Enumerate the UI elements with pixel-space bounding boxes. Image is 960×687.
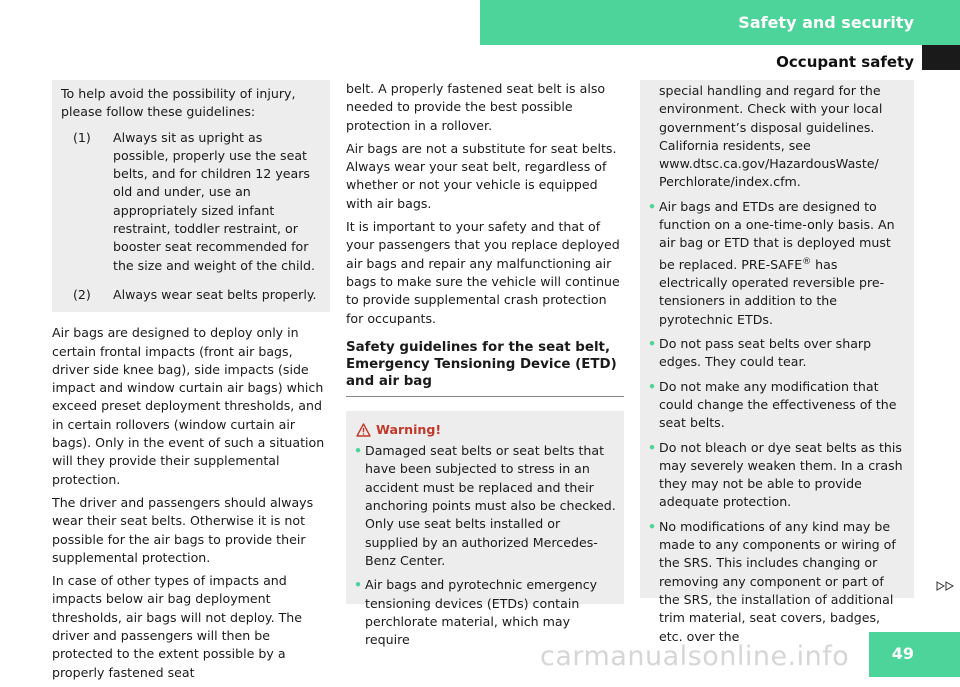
warning-bullet: [648, 378, 906, 433]
bullet-text: Do not pass seat belts over sharp edges. They could tear.: [659, 336, 872, 370]
bullet-text: Air bags and pyrotechnic emergency tensioning devices (ETDs) contain perchlorate material, which may require: [365, 577, 598, 648]
page-number-badge: [869, 632, 960, 677]
column-2: [346, 80, 624, 648]
warning-box-continued: [640, 80, 914, 644]
guideline-item: [61, 286, 321, 304]
warning-label: Warning!: [376, 421, 442, 437]
paragraph: Air bags are not a substitute for seat belts. Always wear your seat belt, regardless of whether or not your vehicle is equipped with air bags.: [346, 140, 617, 211]
guidelines-box: [52, 80, 330, 312]
bullet-dot-icon: •: [354, 577, 363, 593]
guideline-text: Always wear seat belts properly.: [113, 286, 317, 302]
paragraph: Air bags are designed to deploy only in certain frontal impacts (front air bags, driver side knee bag), side impacts (side impact and window curtain air bags) which exceed preset deployment thresholds, and in certain rollovers (window curtain air bags). Only in the event of such a situation will they provide their supplemental protection.: [52, 325, 325, 487]
warning-bullet: [648, 198, 906, 329]
section-header-tab: [480, 0, 960, 45]
guidelines-list: [61, 129, 321, 305]
continue-arrows-icon: [936, 576, 956, 595]
paragraph: belt. A properly fastened seat belt is also needed to provide the best possible protection in a rollover.: [346, 81, 606, 133]
bullet-text: Damaged seat belts or seat belts that have been subjected to stress in an accident must be replaced and their anchoring points must also be checked. Only use seat belts installed or supplied by an authorized Mercedes-Benz Center.: [365, 443, 616, 568]
column-1: [52, 80, 330, 687]
guideline-number: (2): [73, 286, 91, 302]
paragraph: It is important to your safety and that of your passengers that you replace deployed air bags and repair any malfunctioning air bags to make sure the vehicle will continue to provide supplemental crash protection for occupants.: [346, 219, 620, 326]
warning-bullet: [648, 518, 906, 646]
bullet-dot-icon: •: [648, 439, 657, 455]
registered-mark: ®: [802, 256, 812, 267]
warning-bullet: [354, 442, 616, 570]
guidelines-intro: To help avoid the possibility of injury, please follow these guidelines:: [61, 86, 296, 120]
bullet-dot-icon: •: [648, 336, 657, 352]
warning-triangle-icon: [356, 423, 371, 437]
continued-text: special handling and regard for the environment. Check with your local government’s disposal guidelines. California residents, see www.dtsc.ca.gov/HazardousWaste/ Perchlorate/index.cfm.: [659, 83, 883, 190]
paragraph: In case of other types of impacts and impacts below air bag deployment thresholds, air bags will not deploy. The driver and passengers will then be protected to the extent possible by a properly fastened seat: [52, 573, 302, 680]
airbag-text-b: has electrically operated reversible pre-tensioners in addition to the pyrotechnic ETDs.: [659, 256, 885, 327]
bullet-text: Do not bleach or dye seat belts as this may severely weaken them. In a crash they may not be able to provide adequate protection.: [659, 439, 903, 510]
bullet-text: Do not make any modification that could change the effectiveness of the seat belts.: [659, 378, 897, 431]
warning-bullet: [648, 439, 906, 512]
paragraph: The driver and passengers should always wear their seat belts. Otherwise it is not possible for the air bags to provide their supplemental protection.: [52, 494, 314, 565]
page-number: 49: [891, 644, 914, 663]
continue-arrows-svg: [936, 581, 956, 591]
subsection-title: Occupant safety: [776, 53, 914, 71]
warning-bullet: [648, 335, 906, 372]
watermark: carmanualsonline.info: [540, 641, 850, 672]
bullet-dot-icon: •: [648, 378, 657, 394]
guideline-number: (1): [73, 129, 91, 145]
bullet-text: [659, 198, 906, 329]
section-title: Safety and security: [738, 13, 914, 32]
header-corner-block: [922, 45, 960, 70]
airbag-text-a: Air bags and ETDs are designed to function on a one-time-only basis. An air bag or ETD that is deployed must be replaced. PRE-SAFE: [659, 198, 895, 272]
section-heading: Safety guidelines for the seat belt, Emergency Tensioning Device (ETD) and air bag: [346, 339, 624, 397]
bullet-dot-icon: •: [648, 198, 657, 214]
bullet-dot-icon: •: [648, 518, 657, 534]
column-3: [640, 80, 914, 644]
warning-bullet: [354, 576, 616, 649]
guideline-item: [61, 129, 321, 275]
warning-box: [346, 411, 624, 648]
guideline-text: Always sit as upright as possible, properly use the seat belts, and for children 12 years old and under, use an appropriately sized infant restraint, toddler restraint, or booster seat recommended for the size and weight of the child.: [113, 129, 315, 273]
bullet-dot-icon: •: [354, 443, 363, 459]
bullet-text: No modifications of any kind may be made to any components or wiring of the SRS. This includes changing or removing any component or part of the SRS, the installation of additional trim material, seat covers, badges, etc. over the: [659, 518, 896, 644]
warning-title: [354, 421, 616, 439]
